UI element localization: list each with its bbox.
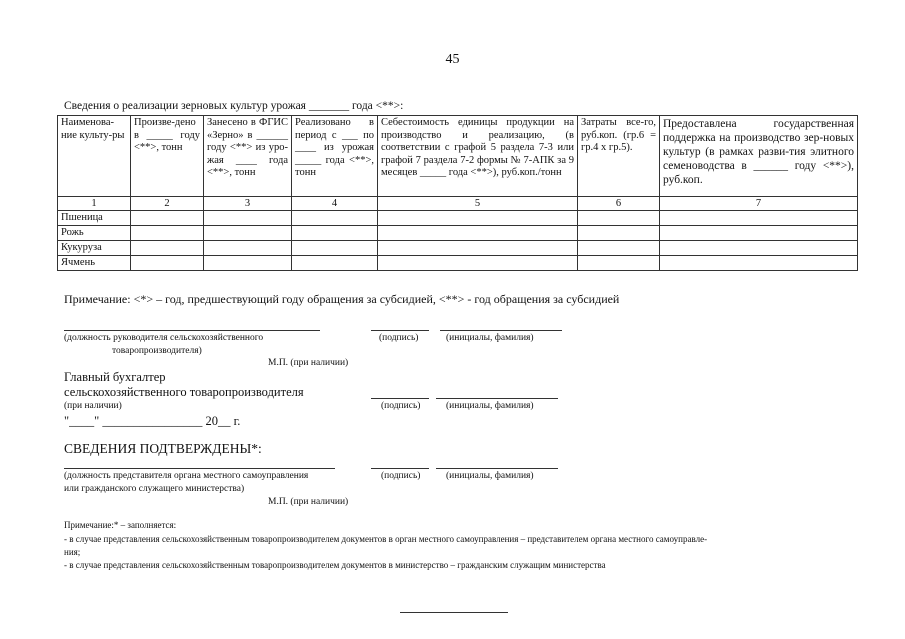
table-cell (131, 226, 204, 241)
column-number: 2 (131, 197, 204, 211)
column-number: 1 (58, 197, 131, 211)
signature-line (371, 468, 429, 469)
name-line (440, 330, 562, 331)
column-number: 7 (660, 197, 858, 211)
header-fgis-entered: Занесено в ФГИС «Зерно» в ______ году <**> из уро-жая ____ года <**>, тонн (204, 116, 292, 197)
bottom-divider (400, 612, 508, 613)
position-caption-cont: товаропроизводителя) (112, 346, 202, 356)
position-line (64, 330, 320, 331)
table-cell (131, 241, 204, 256)
table-row (58, 226, 858, 241)
signature-line (371, 330, 429, 331)
chief-accountant-org: сельскохозяйственного товаропроизводителя (64, 385, 304, 399)
table-cell (578, 241, 660, 256)
confirmed-heading: СВЕДЕНИЯ ПОДТВЕРЖДЕНЫ*: (64, 441, 262, 456)
crop-sales-table (57, 115, 858, 271)
table-cell (378, 211, 578, 226)
crop-name: Кукуруза (58, 241, 131, 256)
crop-name: Пшеница (58, 211, 131, 226)
table-cell (204, 226, 292, 241)
header-state-support: Предоставлена государственная поддержка на производство зер-новых культур (в рамках разви-тия элитного семеноводства в ______ году <**>), руб.коп. (660, 116, 858, 197)
report-title: Сведения о реализации зерновых культур урожая _______ года <**>: (64, 100, 404, 112)
table-cell (660, 211, 858, 226)
position-caption-cont: или гражданского служащего министерства) (64, 484, 245, 494)
table-row (58, 211, 858, 226)
table-cell (292, 211, 378, 226)
chief-accountant-label: Главный бухгалтер (64, 370, 166, 384)
table-cell (204, 241, 292, 256)
footnote-title: Примечание:* – заполняется: (64, 520, 177, 530)
seal-label: М.П. (при наличии) (268, 358, 349, 368)
header-sold: Реализовано в период с ___ по ____ из урожая _____ года <**>, тонн (292, 116, 378, 197)
table-cell (204, 211, 292, 226)
table-row (58, 256, 858, 271)
table-cell (660, 256, 858, 271)
table-cell (578, 226, 660, 241)
column-number-row (58, 197, 858, 211)
column-number: 5 (378, 197, 578, 211)
table-cell (131, 211, 204, 226)
table-cell (292, 226, 378, 241)
seal-label: М.П. (при наличии) (268, 497, 349, 507)
footnote-item: - в случае представления сельскохозяйственным товаропроизводителем документов в министерство – гражданским служащим министерства (64, 560, 606, 570)
year-note: Примечание: <*> – год, предшествующий году обращения за субсидией, <**> - год обращения за субсидией (64, 292, 620, 306)
header-unit-cost: Себестоимость единицы продукции на производство и реализацию, (в соответствии с графой 5 раздела 7-3 или графой 7 раздела 7-2 формы № 7-АПК за 9 месяцев _____ года <**>), руб.коп./тонн (378, 116, 578, 197)
signature-line (371, 398, 429, 399)
table-cell (292, 241, 378, 256)
footnote-item: - в случае представления сельскохозяйственным товаропроизводителем документов в орган местного самоуправления – представителем органа местного самоуправле- (64, 534, 708, 544)
signature-caption: (подпись) (381, 401, 421, 411)
table-cell (660, 226, 858, 241)
table-row (58, 241, 858, 256)
position-line (64, 468, 335, 469)
crop-name: Рожь (58, 226, 131, 241)
column-number: 4 (292, 197, 378, 211)
crop-name: Ячмень (58, 256, 131, 271)
signature-caption: (подпись) (381, 471, 421, 481)
name-caption: (инициалы, фамилия) (446, 471, 534, 481)
header-produced: Произве-дено в _____ году <**>, тонн (131, 116, 204, 197)
table-header-row (58, 116, 858, 197)
column-number: 6 (578, 197, 660, 211)
if-available-caption: (при наличии) (64, 401, 122, 411)
header-crop-name: Наименова-ние культу-ры (58, 116, 131, 197)
name-caption: (инициалы, фамилия) (446, 401, 534, 411)
name-line (436, 398, 558, 399)
page-number: 45 (445, 52, 460, 67)
table-cell (378, 241, 578, 256)
header-total-costs: Затраты все-го, руб.коп. (гр.6 = гр.4 х гр.5). (578, 116, 660, 197)
name-line (436, 468, 558, 469)
table-cell (578, 256, 660, 271)
table-cell (204, 256, 292, 271)
name-caption: (инициалы, фамилия) (446, 333, 534, 343)
table-cell (131, 256, 204, 271)
signature-caption: (подпись) (379, 333, 419, 343)
table-cell (378, 226, 578, 241)
table-cell (292, 256, 378, 271)
date-line: "____" ________________ 20__ г. (64, 414, 241, 428)
position-caption: (должность руководителя сельскохозяйственного (64, 333, 264, 343)
position-caption: (должность представителя органа местного самоуправления (64, 471, 309, 481)
column-number: 3 (204, 197, 292, 211)
table-cell (378, 256, 578, 271)
table-cell (578, 211, 660, 226)
footnote-item-cont: ния; (64, 547, 81, 557)
table-cell (660, 241, 858, 256)
